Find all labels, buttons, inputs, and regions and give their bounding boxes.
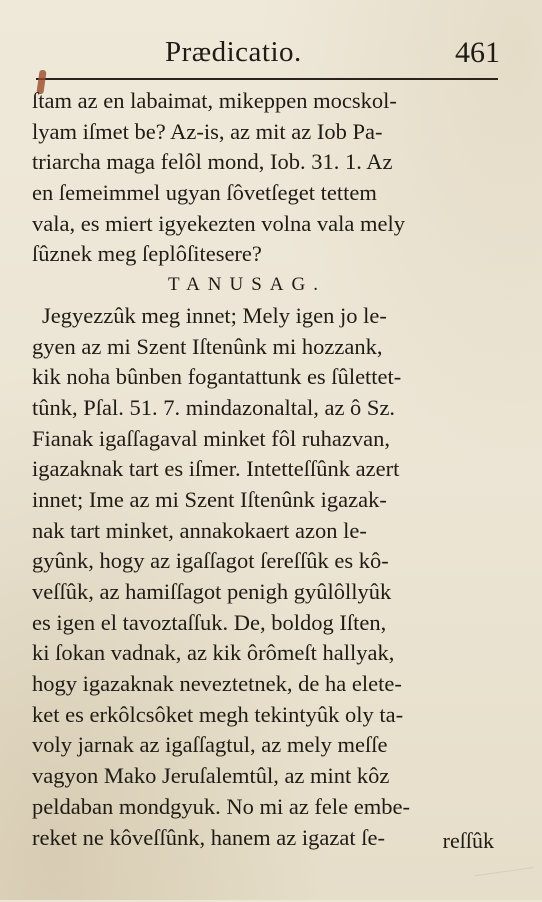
text-line: hogy igazaknak neveztetnek, de ha elete- xyxy=(32,671,402,697)
text-line: en ſemeimmel ugyan ſôvetſeget tettem xyxy=(32,180,377,206)
text-line: innet; Ime az mi Szent Iſtenûnk igazak- xyxy=(32,486,387,512)
text-line: voly jarnak az igaſſagtul, az mely meſſe xyxy=(32,732,388,758)
text-line: Fianak igaſſagaval minket fôl ruhazvan, xyxy=(32,425,391,451)
text-line: nak tart minket, annakokaert azon le- xyxy=(32,517,367,543)
text-line: ket es erkôlcsôket megh tekintyûk oly ta- xyxy=(32,701,404,727)
text-line: es igen el tavoztaſſuk. De, boldog Iſten, xyxy=(32,609,387,635)
pencil-mark xyxy=(474,867,537,902)
text-line: gyen az mi Szent Iſtenûnk mi hozzank, xyxy=(32,333,383,359)
text-line: ſtam az en labaimat, mikeppen mocskol- xyxy=(32,88,397,113)
header-rule xyxy=(36,78,498,80)
text-line: Jegyezzûk meg innet; Mely igen jo le- xyxy=(42,302,387,328)
text-line: ki ſokan vadnak, az kik ôrômeſt hallyak, xyxy=(32,640,395,666)
catchword: reſſûk xyxy=(442,828,494,853)
page-number: 461 xyxy=(455,36,500,69)
text-line: triarcha maga felôl mond, Iob. 31. 1. Az xyxy=(32,149,393,175)
section-heading: TANUSAG. xyxy=(167,274,326,296)
text-line: ſûznek meg ſeplôſitesere? xyxy=(32,241,262,267)
text-line: vagyon Mako Jeruſalemtûl, az mint kôz xyxy=(32,763,390,789)
text-block xyxy=(32,86,502,853)
text-line: reket ne kôveſſûnk, hanem az igazat ſe- xyxy=(32,824,385,850)
text-line: peldaban mondgyuk. No mi az fele embe- xyxy=(32,793,410,819)
text-line: gyûnk, hogy az igaſſagot ſereſſûk es kô- xyxy=(32,548,389,574)
text-line: tûnk, Pſal. 51. 7. mindazonaltal, az ô Sz. xyxy=(32,394,396,420)
text-line: igazaknak tart es iſmer. Intetteſſûnk azert xyxy=(32,456,400,482)
running-title: Prædicatio. xyxy=(165,36,302,68)
text-line: kik noha bûnben fogantattunk es ſûlettet- xyxy=(32,364,402,390)
text-line: vala, es miert igyekezten volna vala mely xyxy=(32,210,405,236)
text-line: veſſûk, az hamiſſagot penigh gyûlôllyûk xyxy=(32,579,392,604)
text-line: lyam iſmet be? Az-is, az mit az Iob Pa- xyxy=(32,118,383,144)
page-header xyxy=(30,36,500,76)
